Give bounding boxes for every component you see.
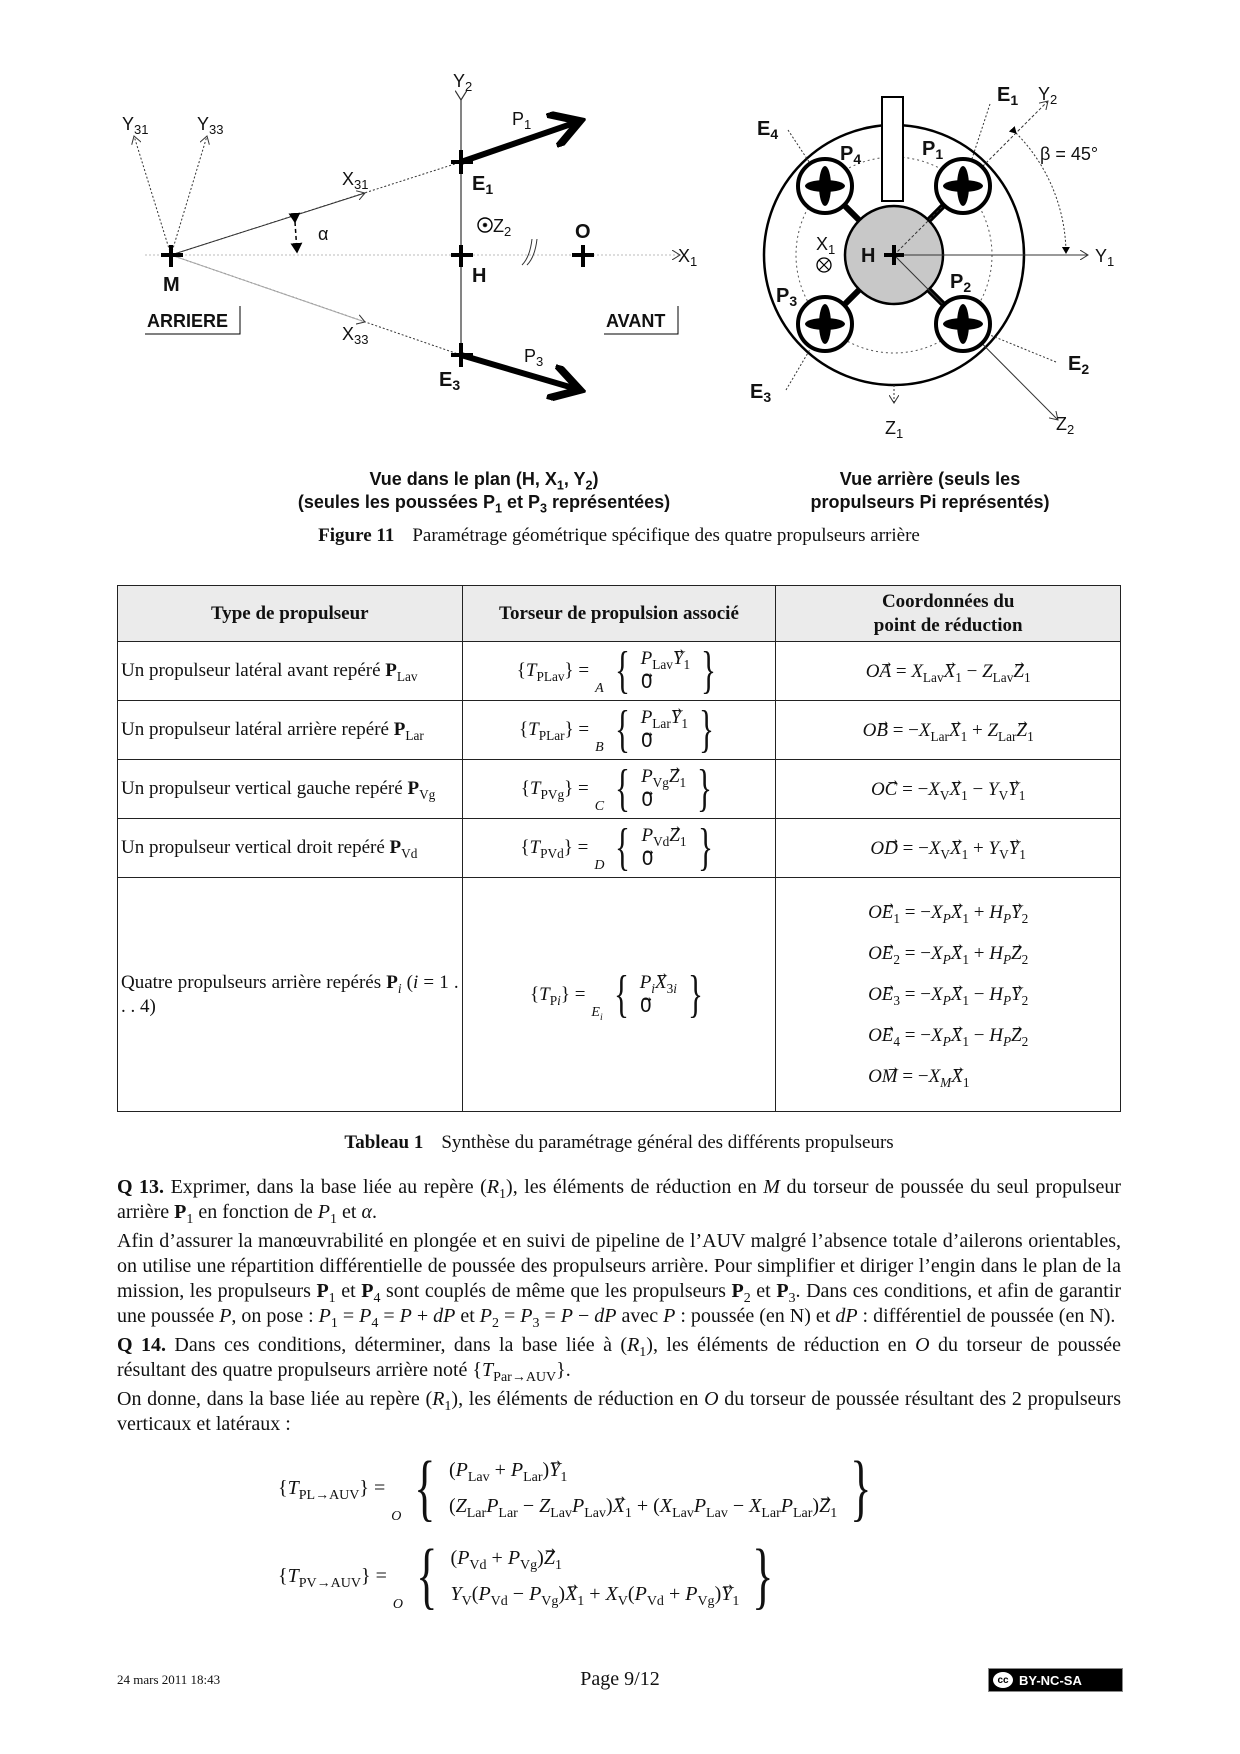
mast [882,97,903,201]
svg-text:Y2: $Y_2$ [453,71,473,94]
coordinates-cell: OA⃗ = $X_{Lav}X_1 - Z_{Lav}Z_1$ [776,642,1121,701]
torseur-cell [462,760,776,819]
propeller-p1-icon [936,159,990,213]
coordinates-cell: OB⃗ = $-X_{Lar}X_1 + Z_{Lar}Z_1$ [776,701,1121,760]
svg-text:β = 45°: β = 45° [1040,144,1099,164]
y33-axis [171,136,207,255]
reduction-point: B [595,740,604,755]
resultant: $(P_{Lav} + P_{Lar})Y_1$ [448,1459,568,1485]
svg-text:Z2: $Z_2$ [493,216,512,239]
svg-text:H: H [472,265,487,287]
point-o-cross [572,245,594,267]
right-brace: } [697,819,713,876]
svg-text:Y33: $Y_{33}$ [197,114,224,137]
svg-text:Z2: $Z_2$ [1056,414,1075,437]
body-text [117,1175,1122,1617]
plane-view-caption [214,468,754,514]
resultant: $P_{Vg}Z_1$ [641,766,687,790]
point-h-cross [451,245,473,267]
torseur [278,1447,879,1529]
svg-text:P1: $P_1$ [922,138,944,162]
figure-label: Figure 11 [318,525,395,546]
coordinate-line: $OE_1 = -X_PX_1 + H_PY_2$ [868,902,1029,926]
right-brace: } [687,965,703,1023]
resultant: $P_{Vd}Z_1$ [641,825,687,849]
svg-text:E2: $E_2$ [1068,353,1090,377]
svg-text:Y1: $Y_1$ [1095,246,1115,269]
question-13: Q 13. Exprimer, dans la base liée au repère $(R_1)$, les éléments de réduction en M du torseur de poussée du seul propulseur arrière $P_1$ en fonction de $P_1$ et α. [117,1176,1121,1227]
left-brace: { [416,1535,438,1617]
coordinate-line: $OE_4 = -X_PX_1 - H_PZ_2$ [868,1025,1029,1049]
question-14: Q 14. Dans ces conditions, déterminer, dans la base liée à $(R_1)$, les éléments de réduction en O du torseur de poussée résultant des quatre propulseurs arrière noté $\{T_{Par\to AUV}\}$. [117,1334,1122,1385]
cc-icon: cc [993,1672,1013,1688]
reduction-point: $E_i$ [591,1004,603,1023]
reduction-point: A [595,681,604,696]
point-e1-cross [451,150,473,174]
equations [117,1447,1121,1617]
caption-line: Vue dans le plan (H, $X_1$, $Y_2$) [369,469,599,493]
plane-view [134,100,680,390]
torseur-name: $\{T_{PLav}\}$ = [516,660,590,684]
torseur [278,1535,781,1617]
license-text: BY-NC-SA [1019,1672,1082,1688]
svg-text:E3: $E_3$ [439,369,461,393]
table-row [118,701,1121,760]
torseur-name: $\{T_{PLar}\}$ = [519,719,590,743]
svg-text:P4: $P_4$ [840,143,862,167]
alpha-arrow [295,222,297,252]
p3-thrust-arrow [461,355,580,390]
header-torseur: Torseur de propulsion associé [462,586,776,642]
torseur [530,965,708,1023]
license-badge[interactable] [988,1668,1123,1692]
rear-view-caption [760,468,1100,514]
right-brace: } [697,760,713,817]
torseur-cell [462,701,776,760]
resultant: $P_{Lar}Y_1$ [640,707,688,731]
svg-text:O: O [575,221,591,243]
torseur [520,760,717,817]
torseur-elements [640,971,677,1019]
plane-view-labels [122,71,697,393]
point-e3-cross [451,343,473,367]
reduction-point: O [392,1597,403,1612]
svg-text:P3: $P_3$ [776,285,798,309]
coordinate-line: $OE_3 = -X_PX_1 - H_PY_2$ [868,984,1029,1008]
torseur-equation [278,1535,1121,1617]
table-row [118,760,1121,819]
torseur-cell [462,642,776,701]
torseur-cell [462,819,776,878]
svg-text:X31: $X_{31}$ [342,169,369,192]
paragraph-given: On donne, dans la base liée au repère $(R_1)$, les éléments de réduction en O du torseur de poussée résultant des 2 propulseurs verticaux et latéraux : [117,1388,1121,1435]
torseur-equation [278,1447,1121,1529]
left-brace: { [615,819,631,876]
svg-text:P3: $P_3$ [524,346,544,369]
svg-text:E3: $E_3$ [750,381,772,405]
torseur-name: $\{T_{PV\to AUV}\}$ = [278,1564,387,1591]
svg-text:Y31: $Y_{31}$ [122,114,149,137]
right-brace: } [698,701,714,758]
torseur-elements [641,824,686,872]
propeller-p2-icon [936,297,990,351]
torseur-elements [641,647,691,695]
right-brace: } [752,1535,774,1617]
moment: 0⃗ [640,731,653,752]
moment: 0⃗ [641,790,654,811]
avant-label: AVANT [606,311,666,331]
svg-text:E4: $E_4$ [757,118,779,142]
propulsor-type: Un propulseur latéral avant repéré $P_{Lav}$ [118,642,463,701]
right-brace: } [701,642,717,699]
y31-axis [134,136,171,255]
torseur-cell [462,878,776,1112]
coordinates-cell: OD⃗ = $-X_VX_1 + Y_VY_1$ [776,819,1121,878]
paragraph-differential-thrust: Afin d’assurer la manœuvrabilité en plongée et en suivi de pipeline de l’AUV malgré l’absence totale d’ailerons orientables, on utilise une répartition différentielle de poussée des propulseurs arrière. Pour simplifier et diriger l’engin dans le plan de la mission, les propulseurs $P_1$ et $P_4$ sont couplés de même que les propulseurs $P_2$ et $P_3$. Dans ces conditions, et afin de garantir une poussée P, on pose : $P_1 = P_4 = P$ + dP et $P_2 = P_3 = P$ − dP avec P : poussée (en N) et dP : différentiel de poussée (en N). [117,1230,1122,1331]
torseur [519,701,719,758]
left-brace: { [614,701,630,758]
torseur [520,819,717,876]
propulsion-table [117,585,1121,1112]
torseur-name: $\{T_{PVg}\}$ = [520,778,589,802]
left-brace: { [414,1447,436,1529]
moment: $Y_V(P_{Vd} - P_{Vg})X_1 + X_V(P_{Vd} + P_{Vg})Y_1$ [450,1583,740,1609]
arriere-label: ARRIERE [147,311,229,331]
torseur-elements [449,1452,837,1524]
header-coordinates: Coordonnées du point de réduction [776,586,1121,642]
propeller-p3-icon [798,297,852,351]
svg-text:Z1: $Z_1$ [885,418,904,441]
svg-text:Y2: $Y_2$ [1038,84,1058,107]
table-caption [117,1132,1121,1154]
svg-text:M: M [163,274,180,296]
svg-text:E1: $E_1$ [997,84,1019,108]
table-row [118,642,1121,701]
table-caption-text: Synthèse du paramétrage général des différents propulseurs [441,1132,894,1153]
table-label: Tableau 1 [344,1132,424,1153]
left-brace: { [614,642,630,699]
left-brace: { [615,760,631,817]
propulsor-type: Un propulseur vertical droit repéré $P_{Vd}$ [118,819,463,878]
torseur-elements [641,765,686,813]
propulsor-type: Un propulseur latéral arrière repéré $P_{Lar}$ [118,701,463,760]
torseur-name: $\{T_{PL\to AUV}\}$ = [278,1476,386,1503]
moment: 0⃗ [641,849,654,870]
moment: 0⃗ [639,995,652,1017]
resultant: $P_{Lav}Y_1$ [640,648,691,672]
torseur-elements [641,706,688,754]
svg-text:α: α [318,224,329,244]
figure-11-diagram [0,0,1240,470]
table-row [118,819,1121,878]
coordinates-cell [776,878,1121,1112]
right-brace: } [850,1447,872,1529]
caption-line: (seules les poussées $P_1$ et $P_3$ représentées) [297,492,671,516]
coordinate-line: OM⃗ = $-X_MX_1$ [868,1066,970,1090]
coordinates-cell: OC⃗ = $-X_VX_1 - Y_VY_1$ [776,760,1121,819]
table-row [118,878,1121,1112]
figure-caption [117,525,1121,547]
point-m-cross [161,245,183,267]
svg-text:X1: $X_1$ [678,246,698,269]
reduction-point: O [391,1509,402,1524]
footer-date: 24 mars 2011 18:43 [117,1672,221,1687]
caption-line: propulseurs Pi représentés) [810,492,1050,512]
break-mark [522,239,537,265]
resultant: $P_iX_{3i}$ [639,971,677,996]
torseur [516,642,721,699]
svg-text:P1: $P_1$ [512,109,532,132]
left-brace: { [613,965,629,1023]
svg-text:H: H [861,245,876,267]
coordinate-line: $OE_2 = -X_PX_1 + H_PZ_2$ [868,943,1029,967]
propeller-p4-icon [798,159,852,213]
svg-text:P2: $P_2$ [950,271,972,295]
propulsor-type: Un propulseur vertical gauche repéré $P_{Vg}$ [118,760,463,819]
torseur-name: $\{T_{PVd}\}$ = [520,837,589,861]
reduction-point: C [594,799,605,814]
svg-text:X1: $X_1$ [816,234,836,257]
resultant: $(P_{Vd} + P_{Vg})Z_1$ [450,1547,562,1573]
figure-caption-text: Paramétrage géométrique spécifique des quatre propulseurs arrière [412,525,920,546]
header-type: Type de propulseur [118,586,463,642]
caption-line: Vue arrière (seuls les [839,469,1021,489]
svg-text:E1: $E_1$ [472,173,494,197]
svg-text:X33: $X_{33}$ [342,324,369,347]
moment: $(Z_{Lar}P_{Lar} - Z_{Lav}P_{Lav})X_1 + (X_{Lav}P_{Lav} - X_{Lar}P_{Lar})Z_1$ [448,1495,838,1521]
torseur-elements [451,1540,740,1612]
reduction-point: D [594,858,605,873]
page-number: Page 9/12 [580,1668,660,1690]
propulsor-type: Quatre propulseurs arrière repérés $P_i$ (i = 1 . . . 4) [118,878,463,1112]
torseur-name: $\{T_{Pi}\}$ = [530,983,586,1008]
moment: 0⃗ [640,672,653,693]
